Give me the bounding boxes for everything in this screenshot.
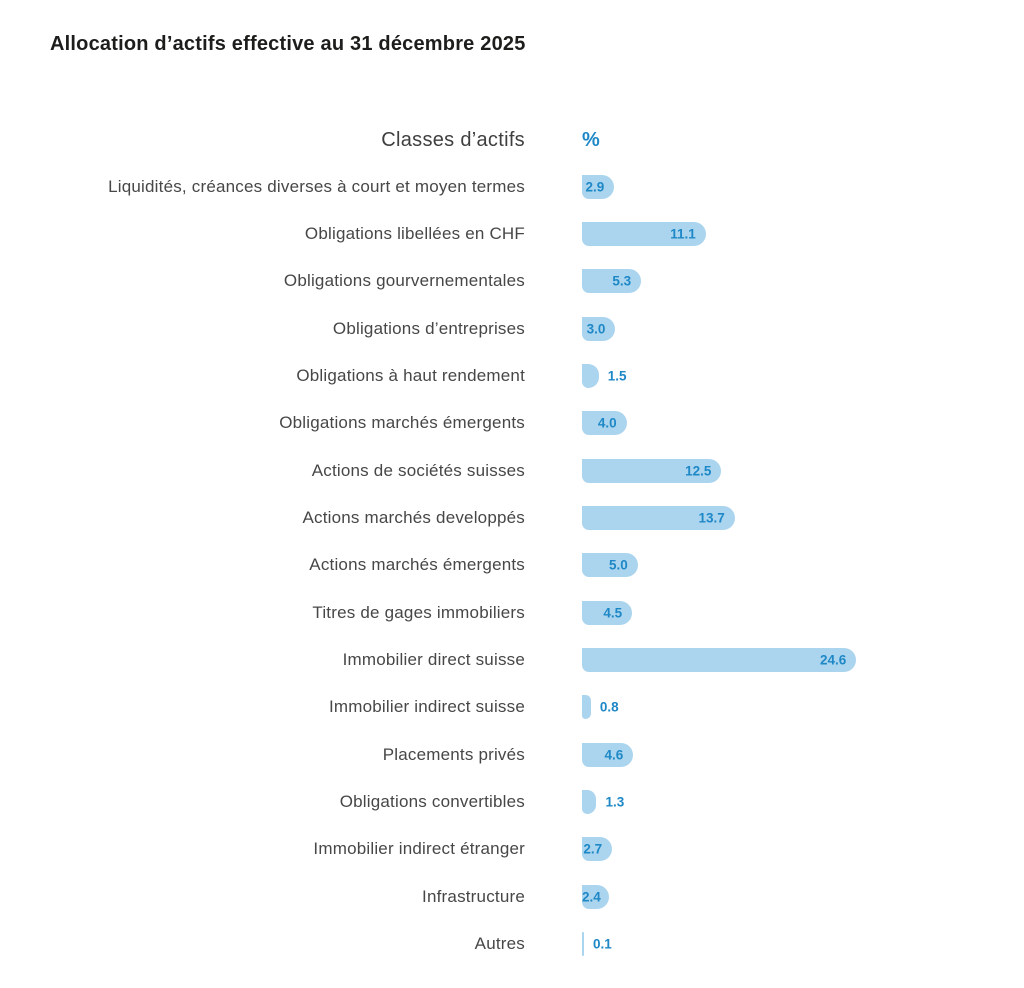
row-label: Immobilier indirect étranger [313,839,525,859]
bar-cell [582,778,1024,825]
row-label: Actions marchés émergents [309,555,525,575]
row-label: Actions de sociétés suisses [311,460,525,480]
chart-row [0,826,1024,873]
bar-cell [582,731,1024,778]
row-label: Obligations à haut rendement [296,366,525,386]
bar-cell [582,826,1024,873]
bar-value: 1.5 [607,368,627,384]
bar-cell [582,352,1024,399]
bar-value: 0.8 [599,699,619,715]
chart-row [0,305,1024,352]
row-label: Liquidités, créances diverses à court et moyen termes [108,176,525,196]
bar-value: 11.1 [670,226,696,242]
bar-cell [582,873,1024,920]
bar-cell [582,163,1024,210]
chart-row [0,636,1024,683]
bar-value: 3.0 [586,320,606,336]
row-label: Obligations gourvernementales [283,271,525,291]
row-label: Placements privés [382,744,525,764]
bar-cell [582,921,1024,968]
row-label: Titres de gages immobiliers [312,602,525,622]
chart-row [0,400,1024,447]
bar-value: 5.0 [608,557,628,573]
chart-rows [0,163,1024,968]
chart-row [0,589,1024,636]
chart-row [0,873,1024,920]
bar-cell [582,684,1024,731]
row-label: Obligations d’entreprises [332,318,525,338]
bar [582,790,596,814]
bar-cell [582,589,1024,636]
bar-value: 12.5 [685,462,712,478]
bar-value: 5.3 [612,273,632,289]
bar-cell [582,636,1024,683]
bar-value: 2.9 [585,178,605,194]
chart-row [0,684,1024,731]
bar-cell [582,542,1024,589]
bar [582,695,591,719]
chart-header-row [0,118,1024,163]
row-label: Infrastructure [422,886,525,906]
row-label: Obligations convertibles [339,792,525,812]
bar-value: 4.5 [603,605,623,621]
row-label: Immobilier direct suisse [342,650,525,670]
row-label: Actions marchés developpés [302,508,525,528]
chart-row [0,447,1024,494]
chart-title: Allocation d’actifs effective au 31 décembre 2025 [50,33,526,55]
bar-value: 0.1 [593,936,612,952]
bar-value: 1.3 [605,794,625,810]
chart-row [0,921,1024,968]
chart-row [0,731,1024,778]
chart-row [0,258,1024,305]
bar [582,932,584,956]
bar-value: 2.4 [582,889,601,905]
row-label: Autres [474,934,525,954]
bar-value: 2.7 [583,841,603,857]
row-label: Obligations libellées en CHF [304,224,525,244]
chart-row [0,542,1024,589]
bar-value: 4.0 [597,415,617,431]
bar-cell [582,494,1024,541]
chart-row [0,210,1024,257]
bar-cell [582,210,1024,257]
column-header-classes: Classes d’actifs [381,129,525,151]
bar-value: 13.7 [698,510,725,526]
bar-cell [582,258,1024,305]
bar-cell [582,447,1024,494]
chart-row [0,494,1024,541]
bar-chart [0,118,1024,968]
chart-row [0,778,1024,825]
row-label: Obligations marchés émergents [279,413,525,433]
chart-row [0,352,1024,399]
bar-value: 24.6 [820,652,847,668]
bar-cell [582,400,1024,447]
bar-cell [582,305,1024,352]
column-header-percent: % [582,129,600,151]
bar [582,364,599,388]
row-label: Immobilier indirect suisse [328,697,525,717]
chart-row [0,163,1024,210]
bar-value: 4.6 [604,747,624,763]
